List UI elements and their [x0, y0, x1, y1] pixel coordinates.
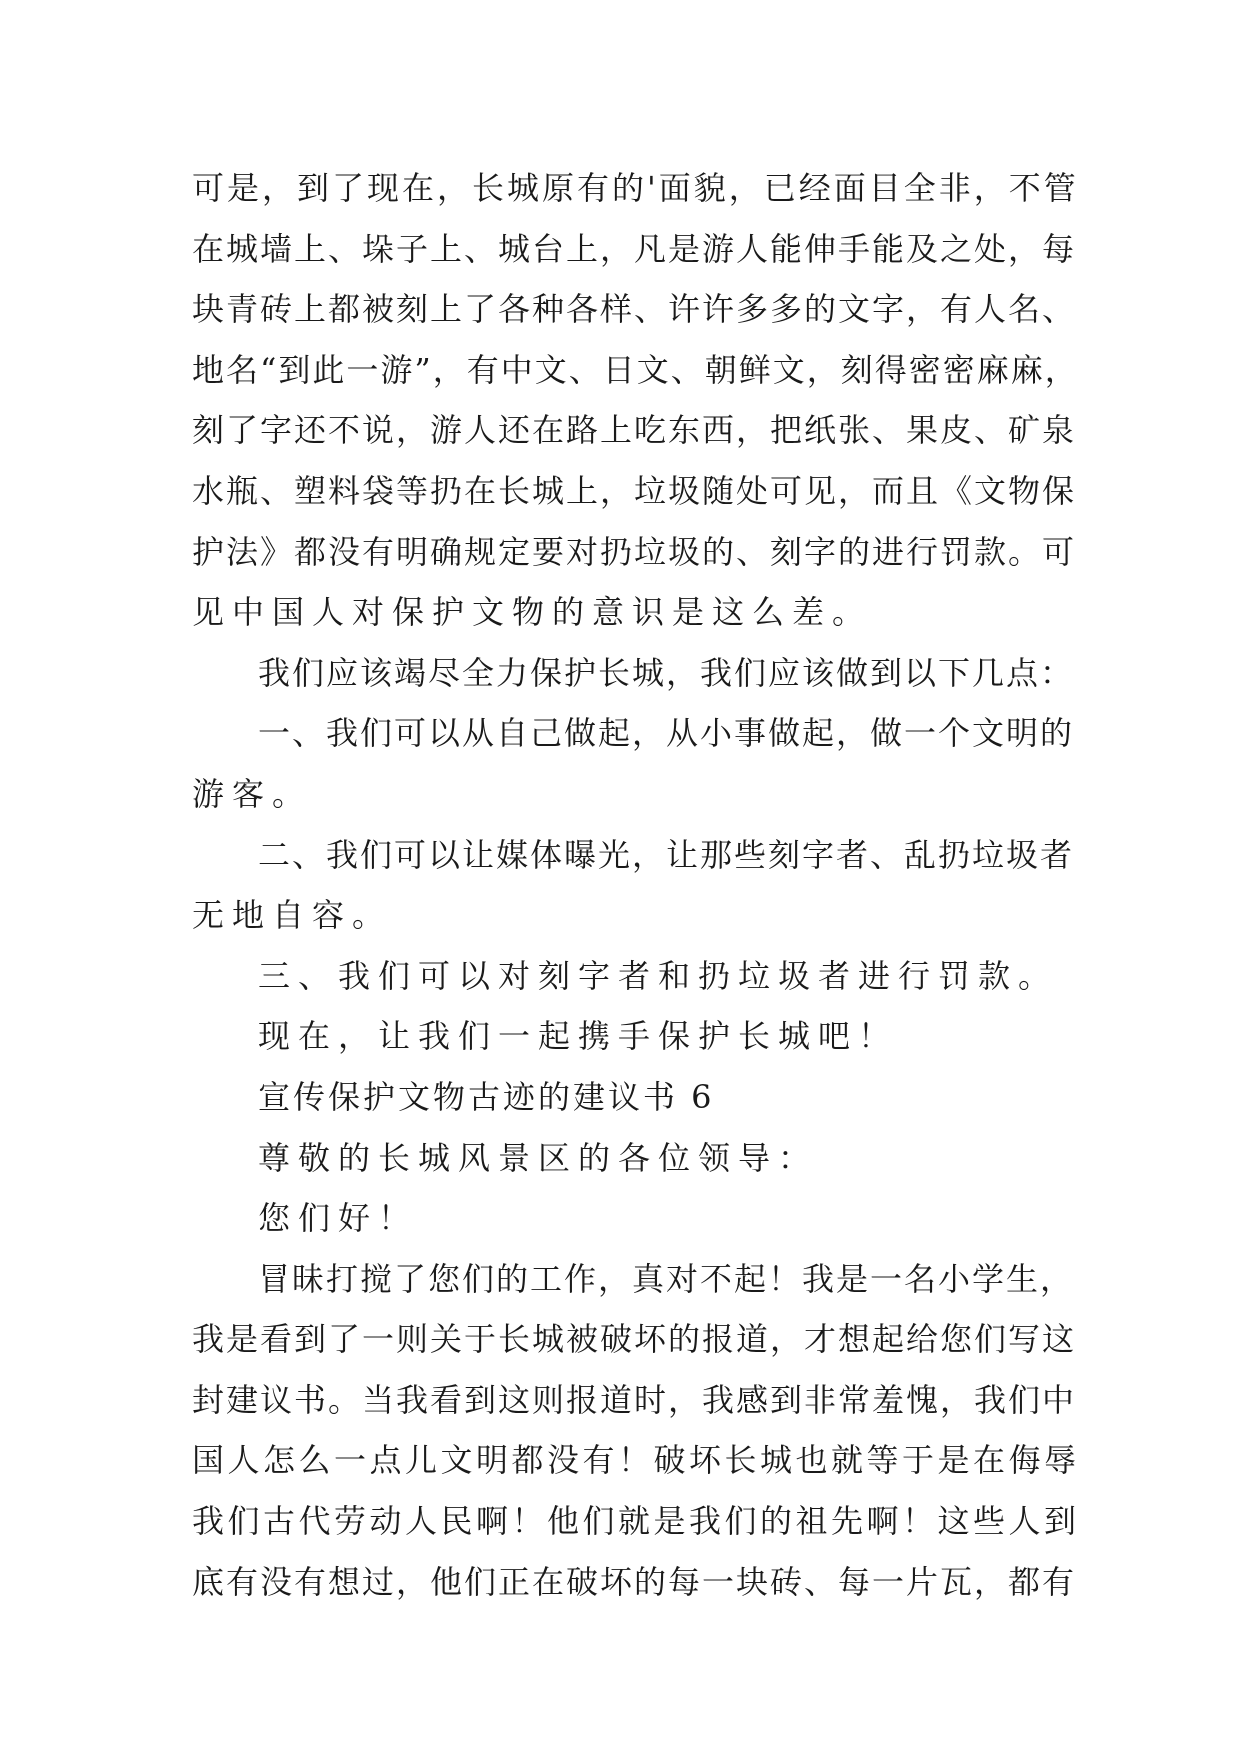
text-line: 我们古代劳动人民啊！他们就是我们的祖先啊！这些人到: [192, 1502, 1080, 1541]
text-line: 底有没有想过，他们正在破坏的每一块砖、每一片瓦，都有: [192, 1562, 1077, 1601]
text-line: 一、我们可以从自己做起，从小事做起，做一个文明的: [258, 714, 1075, 753]
text-line: 现在，让我们一起携手保护长城吧！: [258, 1017, 899, 1056]
text-line: 游客。: [192, 774, 313, 813]
text-line: 见中国人对保护文物的意识是这么差。: [192, 593, 873, 632]
document-body: [192, 158, 1080, 1612]
text-line: 冒昧打搅了您们的工作，真对不起！我是一名小学生，: [258, 1259, 1075, 1298]
text-line: 护法》都没有明确规定要对扔垃圾的、刻字的进行罚款。可: [192, 532, 1077, 571]
text-line: 水瓶、塑料袋等扔在长城上，垃圾随处可见，而且《文物保: [192, 471, 1077, 510]
text-line: 刻了字还不说，游人还在路上吃东西，把纸张、果皮、矿泉: [192, 411, 1077, 450]
text-line: 在城墙上、垛子上、城台上，凡是游人能伸手能及之处，每: [192, 229, 1077, 268]
text-line: 二、我们可以让媒体曝光，让那些刻字者、乱扔垃圾者: [258, 835, 1075, 874]
text-line: 无地自容。: [192, 896, 393, 935]
text-line: 封建议书。当我看到这则报道时，我感到非常羞愧，我们中: [192, 1380, 1077, 1419]
text-line: 宣传保护文物古迹的建议书 6: [258, 1077, 715, 1116]
text-line: 可是，到了现在，长城原有的'面貌，已经面目全非，不管: [192, 169, 1079, 207]
text-line: 三、我们可以对刻字者和扔垃圾者进行罚款。: [258, 956, 1059, 995]
text-line: 国人怎么一点儿文明都没有！破坏长城也就等于是在侮辱: [192, 1441, 1080, 1480]
text-line: 我是看到了一则关于长城被破坏的报道，才想起给您们写这: [192, 1320, 1077, 1359]
text-line: 尊敬的长城风景区的各位领导：: [258, 1138, 819, 1177]
text-line: 我们应该竭尽全力保护长城，我们应该做到以下几点：: [258, 653, 1075, 692]
text-line: 块青砖上都被刻上了各种各样、许许多多的文字，有人名、: [192, 290, 1077, 329]
text-line: 地名“到此一游”，有中文、日文、朝鲜文，刻得密密麻麻，: [192, 350, 1079, 389]
text-line: 您们好！: [258, 1199, 419, 1238]
